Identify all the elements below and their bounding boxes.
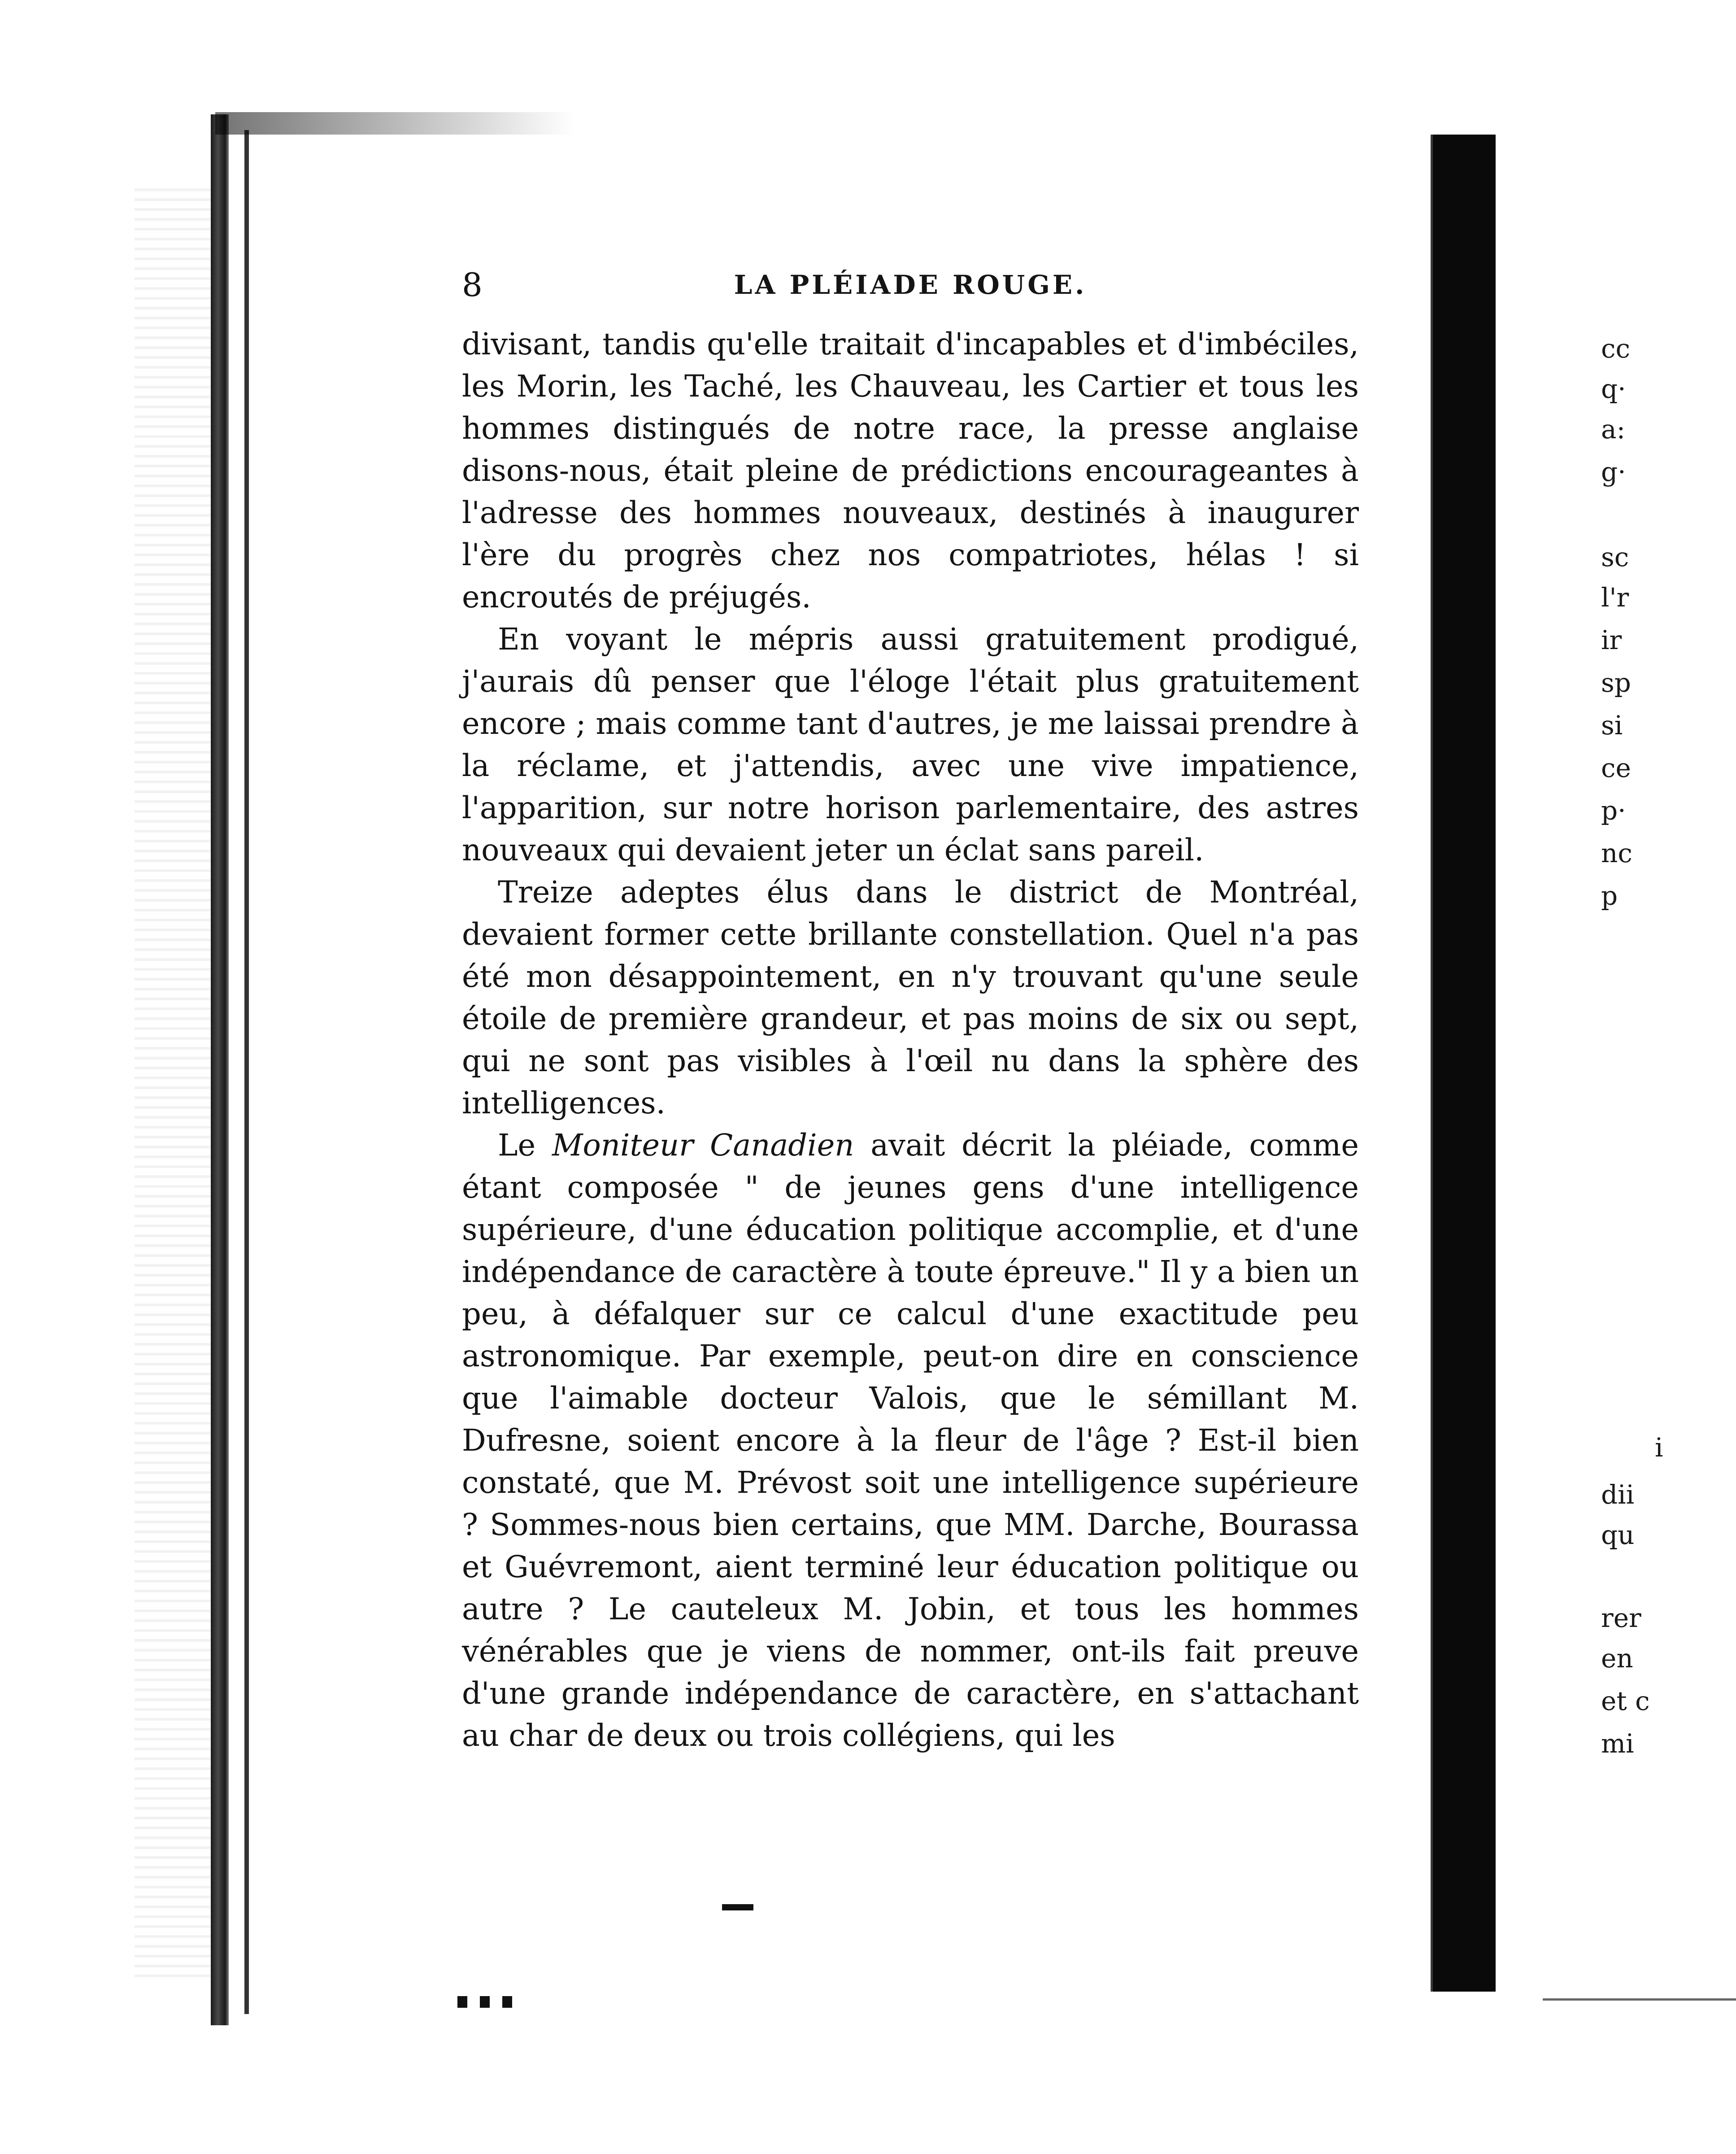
fragment: sp (1601, 667, 1631, 698)
gutter-shadow-bar (1433, 135, 1496, 1992)
fragment: cc (1601, 333, 1630, 364)
fragment: q· (1601, 374, 1626, 404)
ink-dash-mark (722, 1904, 753, 1910)
fragment: sc (1601, 542, 1629, 572)
fragment: l'r (1601, 582, 1629, 613)
left-binding-edge (211, 114, 229, 2025)
paragraph-3: Treize adeptes élus dans le district de Montréal, devaient former cette brillante constellation. Quel n'a pas été mon désappointement, en n'y trouvant qu'une seule étoile de première grandeur, et pas moins de six ou sept, qui ne sont pas visibles à l'œil nu dans la sphère des intelligences. (462, 875, 1359, 1121)
fragment: si (1601, 710, 1623, 741)
fragment: p (1601, 881, 1618, 911)
fragment: ce (1601, 753, 1631, 783)
fragment: a: (1601, 414, 1626, 445)
fragment: i (1655, 1432, 1663, 1463)
fragment: g· (1601, 457, 1626, 487)
newspaper-title: Moniteur Canadien (552, 1128, 854, 1163)
paragraph-4 (462, 1124, 1359, 1757)
fragment: dii (1601, 1479, 1635, 1510)
fragment: et c (1601, 1686, 1650, 1716)
left-binding-line (244, 130, 249, 2014)
left-page-residue (135, 188, 211, 1983)
fragment: rer (1601, 1603, 1641, 1633)
next-page-bottom-line (1543, 1998, 1736, 2001)
body-text (462, 323, 1359, 1757)
ink-mark (480, 1996, 490, 2008)
page-number: 8 (462, 266, 483, 304)
fragment: en (1601, 1643, 1633, 1674)
fragment: ir (1601, 625, 1622, 655)
paragraph-4-before: Le (498, 1128, 552, 1163)
next-page-fragments (1588, 0, 1736, 2154)
paragraph-4-after: avait décrit la pléiade, comme étant composée " de jeunes gens d'une intelligence supérieure, d'une éducation politique accomplie, et d'une indépendance de caractère à toute épreuve." Il y a bien un peu, à défalquer sur ce calcul d'une exactitude peu astronomique. Par exemple, peut-on dire en conscience que l'aimable docteur Valois, que le sémillant M. Dufresne, soient encore à la fleur de l'âge ? Est-il bien constaté, que M. Prévost soit une intelligence supérieure ? Sommes-nous bien certains, que MM. Darche, Bourassa et Guévremont, aient terminé leur éducation politique ou autre ? Le cauteleux M. Jobin, et tous les hommes vénérables que je viens de nommer, ont-ils fait preuve d'une grande indépendance de caractère, en s'attachant au char de deux ou trois collégiens, qui les (462, 1128, 1359, 1753)
running-title: LA PLÉIADE ROUGE. (734, 270, 1087, 300)
ink-mark (502, 1996, 512, 2008)
fragment: nc (1601, 838, 1632, 868)
bottom-ink-marks (457, 1996, 561, 2010)
paragraph-1: divisant, tandis qu'elle traitait d'incapables et d'imbéciles, les Morin, les Taché, les Chauveau, les Cartier et tous les hommes distingués de notre race, la presse anglaise disons-nous, était pleine de prédictions encourageantes à l'adresse des hommes nouveaux, destinés à inaugurer l'ère du progrès chez nos compatriotes, hélas ! si encroutés de préjugés. (462, 327, 1359, 615)
fragment: mi (1601, 1728, 1634, 1759)
top-scan-shadow (215, 112, 574, 135)
paragraph-2: En voyant le mépris aussi gratuitement prodigué, j'aurais dû penser que l'éloge l'était plus gratuitement encore ; mais comme tant d'autres, je me laissai prendre à la réclame, et j'attendis, avec une vive impatience, l'apparition, sur notre horison parlementaire, des astres nouveaux qui devaient jeter un éclat sans pareil. (462, 622, 1359, 868)
running-head (462, 260, 1359, 310)
ink-mark (457, 1996, 467, 2008)
fragment: qu (1601, 1520, 1635, 1550)
fragment: p· (1601, 795, 1626, 826)
book-page (462, 260, 1359, 1785)
